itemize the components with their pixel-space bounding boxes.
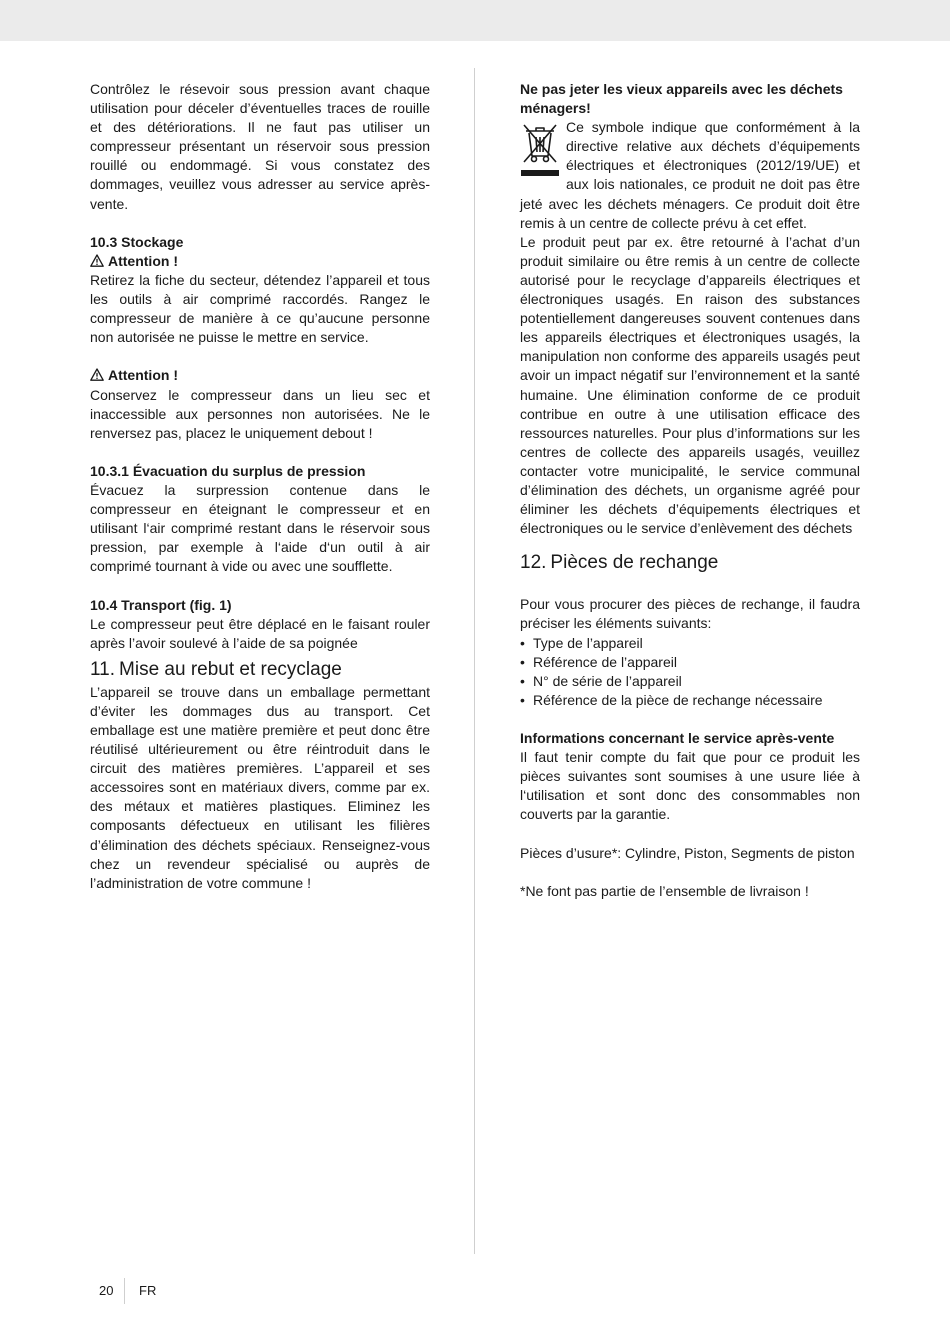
spare-parts-list — [520, 634, 860, 710]
section-11-text: L’appareil se trouve dans un emballage permettant d’éviter les dommages dus au transport. Cet emballage est une matière première et peut donc être réutilisé ultérieurement ou être réintroduit dans le circuit des matières premières. L’appareil et ses accessoires sont en matériaux divers, comme par ex. des métaux et matières plastiques. Eliminez les composants défectueux en utilisant les filières d’élimination des déchets spéciaux. Renseignez-vous chez un revendeur spécialisé ou auprès de l’administration de votre commune ! — [90, 683, 430, 891]
column-divider — [474, 68, 475, 1254]
section-11-heading — [90, 659, 430, 681]
footnote-text: *Ne font pas partie de l’ensemble de livraison ! — [520, 882, 809, 899]
page-number: 20 — [99, 1283, 114, 1298]
section-10-3-1-text: Évacuez la surpression contenue dans le compresseur en éteignant le compresseur et en utilisant l‘air comprimé restant dans le réservoir sous pression, par exemple à l‘aide d‘un outil à air comprimé tournant à vide ou avec une soufflette. — [90, 481, 430, 575]
section-11-number: 11. — [90, 658, 116, 680]
warning-triangle-icon — [90, 254, 104, 267]
section-11-title: Mise au rebut et recyclage — [119, 658, 342, 680]
section-10-4-text: Le compresseur peut être déplacé en le faisant rouler après l’avoir soulevé à l’aide de sa poignée — [90, 615, 430, 651]
left-column — [90, 80, 430, 893]
weee-heading: Ne pas jeter les vieux appareils avec les déchets ménagers! — [520, 81, 843, 117]
footer-divider — [124, 1278, 125, 1304]
section-10-4-heading: 10.4 Transport (fig. 1) — [90, 596, 232, 613]
section-12-number: 12. — [520, 552, 547, 574]
list-item: • Référence de l’appareil — [520, 653, 860, 672]
service-heading: Informations concernant le service après-vente — [520, 730, 835, 746]
attention-text-2: Conservez le compresseur dans un lieu sec et inaccessible aux personnes non autorisées. Ne le renversez pas, placez le uniquement debout ! — [90, 386, 430, 441]
crossed-out-wheelie-bin-icon — [520, 122, 560, 180]
attention-label-2: Attention ! — [90, 366, 430, 385]
top-header-band — [0, 0, 950, 41]
section-10-3-1-heading: 10.3.1 Évacuation du surplus de pression — [90, 462, 366, 479]
right-column — [520, 80, 860, 901]
section-10-3-heading: 10.3 Stockage — [90, 233, 184, 250]
list-item: • Type de l’appareil — [520, 634, 860, 653]
warning-triangle-icon — [90, 368, 104, 381]
service-text: Il faut tenir compte du fait que pour ce produit les pièces suivantes sont soumises à une usure liée à l‘utilisation et sont donc des consommables non couverts par la garantie. — [520, 749, 860, 823]
attention-label-1: Attention ! — [90, 252, 430, 271]
list-item: • Référence de la pièce de rechange nécessaire — [520, 691, 860, 710]
list-item: • N° de série de l’appareil — [520, 672, 860, 691]
section-12-title: Pièces de rechange — [550, 552, 719, 574]
section-12-heading — [520, 552, 860, 574]
weee-text-1: Ce symbole indique que conformément à la directive relative aux déchets d’équipements électriques et électroniques (2012/19/UE) et aux lois nationales, ce produit ne doit pas être jeté avec les déchets ménagers. Ce produit doit être remis à un centre de collecte prévu à cet effet. — [520, 119, 860, 231]
wear-parts-text: Pièces d’usure*: Cylindre, Piston, Segments de piston — [520, 844, 855, 861]
language-label: FR — [139, 1283, 157, 1298]
intro-paragraph: Contrôlez le résevoir sous pression avant chaque utilisation pour déceler d’éventuelles traces de rouille et des détériorations. Il ne faut pas utiliser un compresseur présentant un réservoir sous pression rouillé ou endommagé. Si vous constatez des dommages, veuillez vous adresser au service après-vente. — [90, 81, 430, 212]
section-12-intro: Pour vous procurer des pièces de rechange, il faudra préciser les éléments suivants: — [520, 596, 860, 632]
attention-text-1: Retirez la fiche du secteur, détendez l’appareil et tous les outils à air comprimé raccordés. Rangez le compresseur de manière à ce qu’aucune personne non autorisée ne puisse le mettre en service. — [90, 271, 430, 346]
weee-text-2: Le produit peut par ex. être retourné à l’achat d’un produit similaire ou être remis à un centre de collecte autorisé pour le recyclage d’appareils électriques et électroniques usagés. En raison des substances potentiellement dangereuses souvent contenues dans les appareils électriques et électroniques usagés, la manipulation non conforme des appareils usagés peut avoir un impact négatif sur l’environnement et la santé humaine. Une élimination conforme de ce produit contribue en outre à une utilisation efficace des ressources naturelles. Pour plus d’informations sur les centres de collecte des appareils usagés, veuillez contacter votre municipalité, le service communal d’élimination des déchets, un organisme agréé pour éliminer les déchets d’équipements électriques et électroniques ou le service d’enlèvement des déchets — [520, 233, 860, 537]
